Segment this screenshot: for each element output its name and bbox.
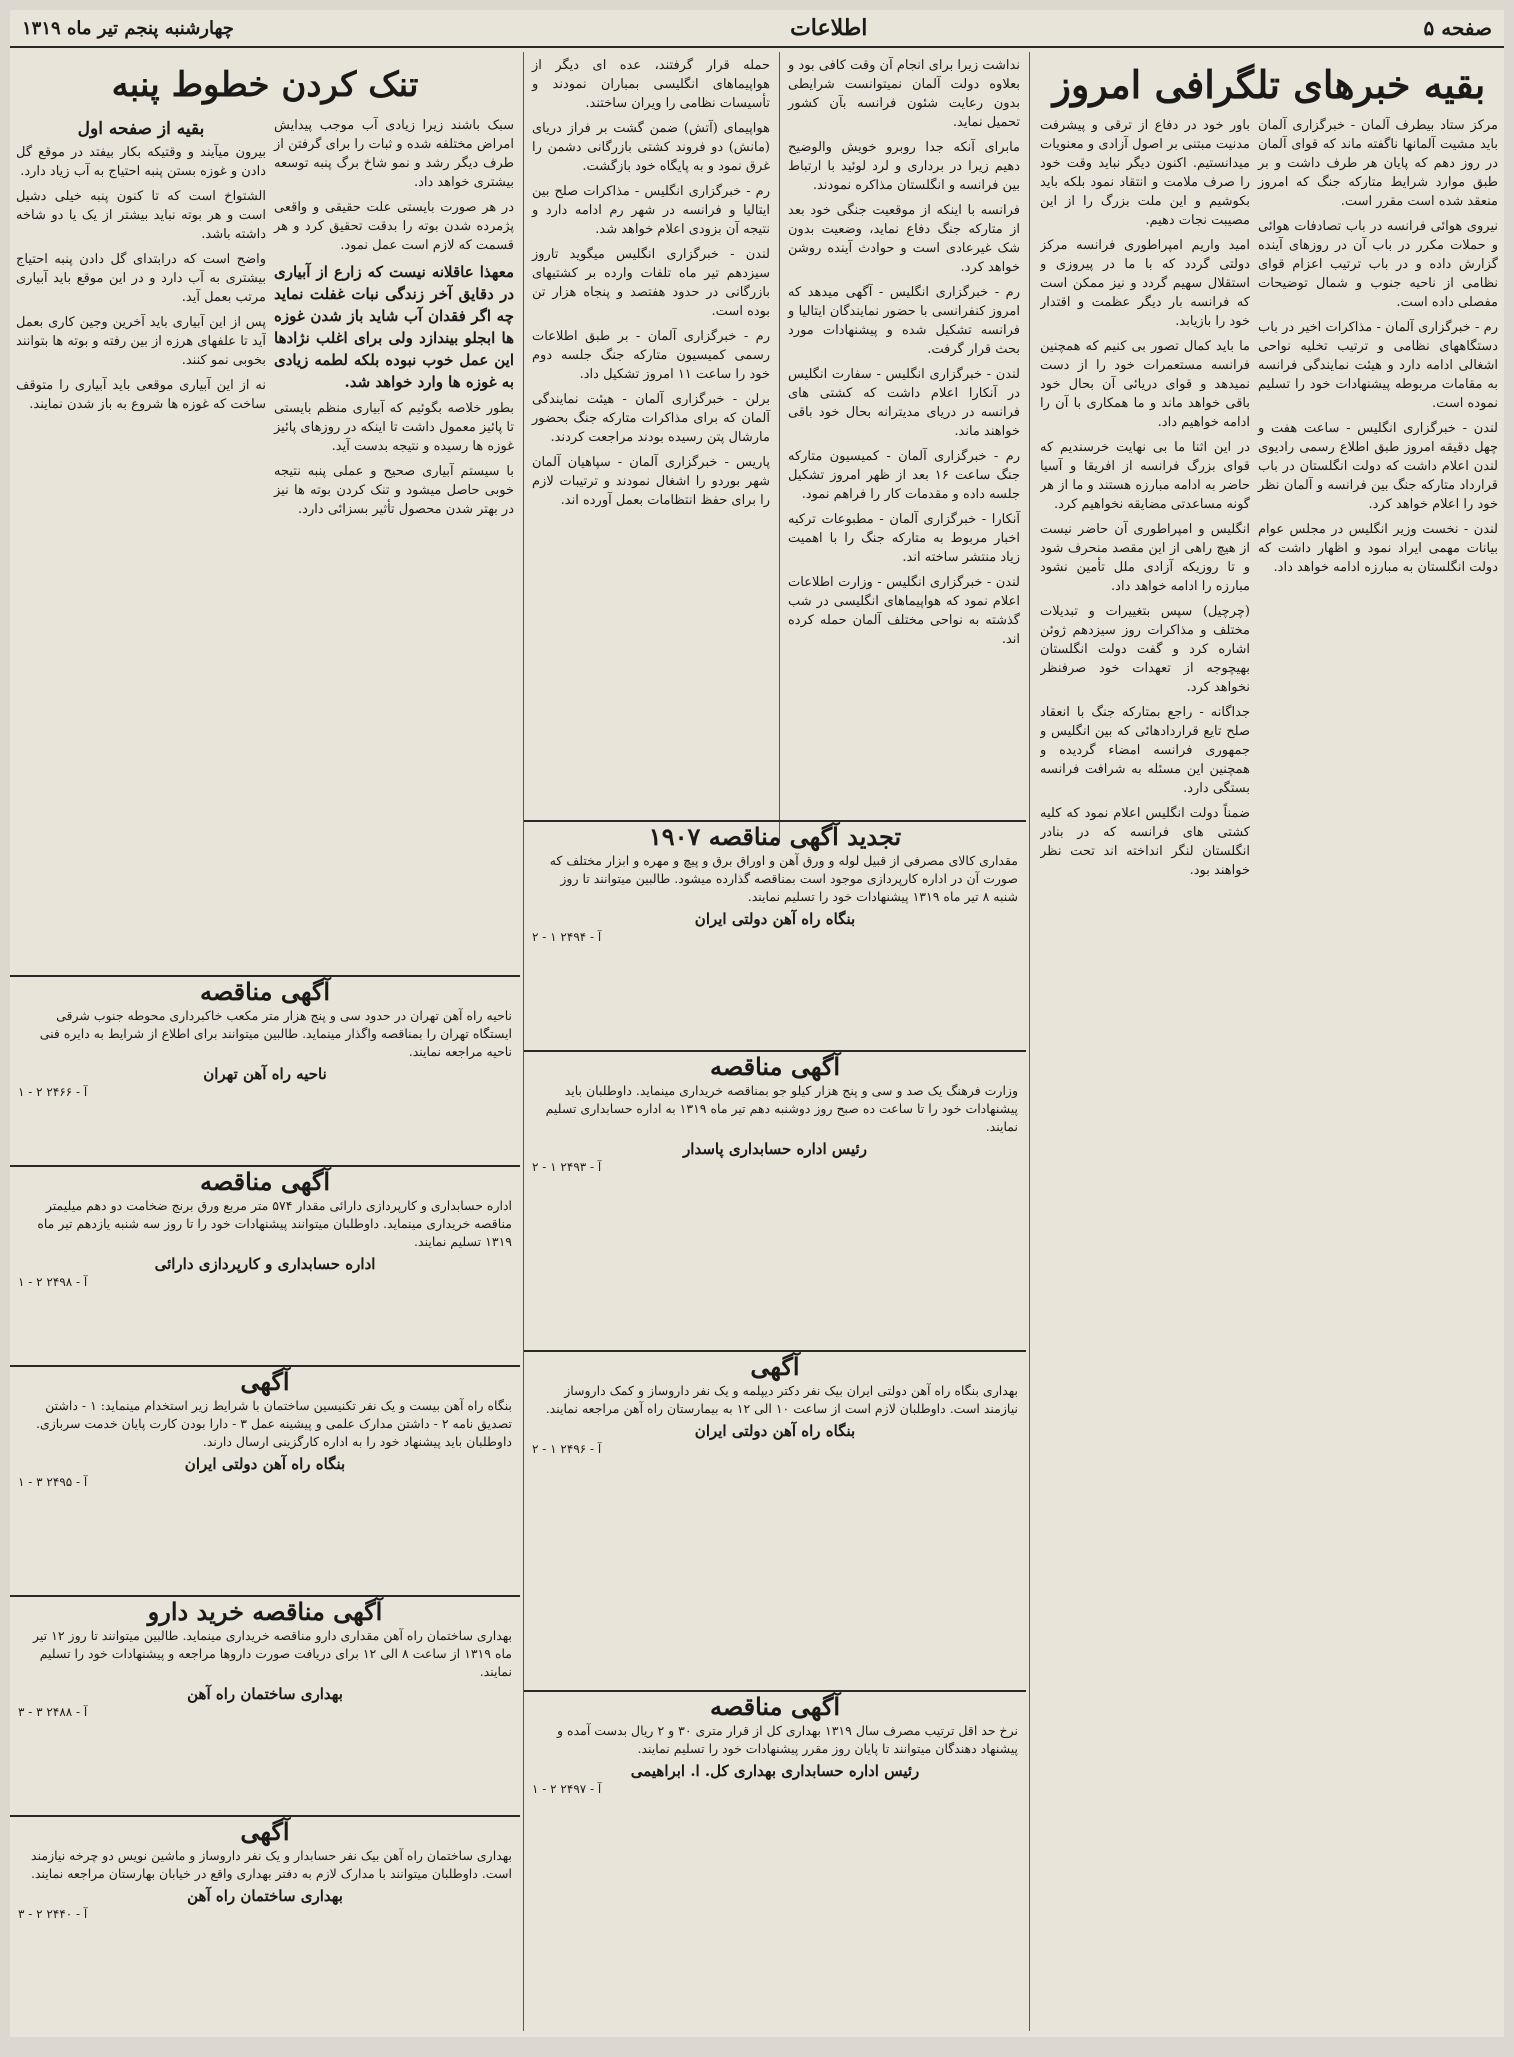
ad-body: بهداری ساختمان راه آهن بیک نفر حسابدار و یک نفر داروساز و ماشین نویس دو چرخه نیازمند است. داوطلبان میتوانند با مدارک لازم به دفتر بهداری واقع در خیابان بهارستان مراجعه نمایند. xyxy=(30,1848,512,1881)
article-paragraph: نه از این آبیاری موقعی باید آبیاری را متوقف ساخت که غوزه ها شروع به باز شدن نمایند. xyxy=(16,378,266,412)
ad-body: اداره حسابداری و کارپردازی دارائی مقدار ۵۷۴ متر مربع ورق برنج ضخامت دو دهم میلیمتر مناقصه خریداری مینماید. داوطلبان میتوانند پیشنهادات خود را تا روز سه شنبه یازدهم تیر ماه ۱۳۱۹ تسلیم نمایند. xyxy=(37,1198,512,1249)
news-paragraph: لندن - خبرگزاری انگلیس میگوید تاروز سیزدهم تیر ماه تلفات وارده بر کشتیهای بازرگانی در حدود هفتصد و پنجاه هزار تن بوده است. xyxy=(532,247,770,319)
column-news-3 xyxy=(782,52,1026,842)
article-paragraph: بطور خلاصه بگوئیم که آبیاری منظم بایستی تا پائیز معمول داشت تا اینکه در روزهای پائیز غوزه ها رسیده و نتیجه بدست آید. xyxy=(274,401,514,454)
newspaper-page xyxy=(10,10,1504,2037)
ad-body: نرخ حد اقل ترتیب مصرف سال ۱۳۱۹ بهداری کل از قرار متری ۳۰ و ۲ ریال بدست آمده و پیشنهاد دهندگان میتوانند تا پایان روز مقرر پیشنهادات خود را تسلیم نمایند. xyxy=(557,1723,1018,1756)
ad-signature: رئیس اداره حسابداری پاسدار xyxy=(683,1140,867,1158)
ad-hiring-technicians xyxy=(10,1365,520,1595)
continued-from-label: بقیه از صفحه اول xyxy=(77,119,205,139)
article-paragraph: پس از این آبیاری باید آخرین وجین کاری بعمل آید تا علفهای هرزه از بین رفته و بوته ها بتوانند بخوبی نمو کنند. xyxy=(16,315,266,368)
ad-signature: اداره حسابداری و کارپردازی دارائی xyxy=(154,1255,376,1273)
ad-reference: آ - ۲۴۴۰ ۲ - ۳ xyxy=(18,1907,88,1921)
ad-reference: آ - ۲۴۸۸ ۳ - ۳ xyxy=(18,1705,88,1719)
ad-body: وزارت فرهنگ یک صد و سی و پنج هزار کیلو جو بمناقصه خریداری مینماید. داوطلبان باید پیشنهادات خود را تا ساعت ده صبح روز دوشنبه دهم تیر ماه ۱۳۱۹ به اداره حسابداری تسلیم نمایند. xyxy=(545,1083,1018,1134)
news-paragraph: در این اثنا ما بی نهایت خرسندیم که قوای بزرگ فرانسه از افریقا و آسیا حاضر به ادامه مبارزه هستند و ما از هر گونه مساعدتی مضایقه نخواهیم کرد. xyxy=(1040,440,1250,512)
page-number: صفحه ۵ xyxy=(1423,16,1492,40)
news-paragraph: حمله قرار گرفتند، عده ای دیگر از هواپیماهای انگلیسی بمباران نمودند و تأسیسات نظامی را ویران ساختند. xyxy=(532,58,770,111)
ad-body: بهداری بنگاه راه آهن دولتی ایران بیک نفر دکتر دیپلمه و یک نفر داروساز و کمک داروساز نیازمند است. داوطلبان لازم است از ساعت ۱۰ الی ۱۲ به بیمارستان راه آهن مراجعه نمایند. xyxy=(545,1383,1018,1416)
cotton-block-right xyxy=(266,116,514,525)
article-paragraph: با سیستم آبیاری صحیح و عملی پنبه نتیجه خوبی حاصل میشود و تنک کردن بوته ها نیز در بهتر شدن محصول تأثیر بسزائی دارد. xyxy=(274,464,514,517)
ad-title: آگهی مناقصه xyxy=(709,1692,841,1721)
ad-title: آگهی مناقصه xyxy=(199,977,331,1006)
news-paragraph: مرکز ستاد بیطرف آلمان - خبرگزاری آلمان باید مشیت آلمانها ناگفته ماند که قوای آلمان در روز دهم که پایان هر طرف داشت و بر طبق موارد شرایط متارکه جنگ که امروز منعقد شده است مقرر است. xyxy=(1258,118,1498,209)
news-paragraph: لندن - نخست وزیر انگلیس در مجلس عوام بیانات مهمی ایراد نمود و اظهار داشت که دولت انگلستان به مبارزه ادامه خواهد داد. xyxy=(1258,522,1498,575)
ad-renewed-tender xyxy=(524,820,1026,1050)
news-paragraph: رم - خبرگزاری آلمان - کمیسیون متارکه جنگ ساعت ۱۶ بعد از ظهر امروز تشکیل جلسه داده و مقدمات کار را فراهم نمود. xyxy=(788,449,1020,502)
news-block-left xyxy=(1040,116,1250,886)
ad-title: آگهی مناقصه خرید دارو xyxy=(147,1597,383,1626)
ad-tender-finance xyxy=(10,1165,520,1365)
column-news-4 xyxy=(526,52,776,842)
ad-tender-culture-ministry xyxy=(524,1050,1026,1350)
news-paragraph: امید واریم امپراطوری فرانسه مرکز دولتی گردد که با ما در پیروزی و استقلال سهیم گردد و نیز ممکن است که فرانسه بار دیگر عظمت و اقتدار خود را بازیابد. xyxy=(1040,238,1250,329)
ad-reference: آ - ۲۴۹۸ ۲ - ۱ xyxy=(18,1275,88,1289)
column-cotton-article xyxy=(10,52,520,957)
ad-body: ناحیه راه آهن تهران در حدود سی و پنج هزار متر مکعب خاکبرداری محوطه جنوب شرقی ایستگاه تهران را بمناقصه واگذار مینماید. طالبین میتوانند برای اطلاع از شرایط به دایره فنی ناحیه مراجعه نمایند. xyxy=(39,1008,512,1059)
article-paragraph: الشتواخ است که تا کنون پنبه خیلی دشیل است و هر بوته نباید بیشتر از یک یا دو شاخه داشته باشد. xyxy=(16,189,266,242)
column-telegraph-news xyxy=(1034,52,1504,2031)
news-paragraph: نداشت زیرا برای انجام آن وقت کافی بود و بعلاوه دولت آلمان نمیتوانست شرایطی بدون رعایت شئون فرانسه بآن کشور تحمیل نماید. xyxy=(788,58,1020,130)
news-paragraph: مابرای آنکه جدا روبرو خویش والوضیح دهیم زیرا در برداری و لرد لوئید با ارتباط بین فرانسه و انگلستان مذاکره نمودند. xyxy=(788,140,1020,193)
cotton-headline: تنک کردن خطوط پنبه xyxy=(111,65,419,105)
paper-name: اطلاعات xyxy=(790,15,868,41)
ad-reference: آ - ۲۴۹۴ ۱ - ۲ xyxy=(532,930,602,944)
ad-title: آگهی مناقصه xyxy=(709,1052,841,1081)
ad-reference: آ - ۲۴۶۶ ۲ - ۱ xyxy=(18,1085,88,1099)
ad-title: آگهی xyxy=(240,1367,290,1396)
news-paragraph: هواپیمای (آتش) ضمن گشت بر فراز دریای (مانش) دو فروند کشتی بازرگانی دشمن را غرق نمود و به پایگاه خود بازگشت. xyxy=(532,121,770,174)
article-paragraph: در هر صورت بایستی علت حقیقی و واقعی پژمرده شدن بوته را بدقت تحقیق کرد و هر قسمت که لازم است عمل نمود. xyxy=(274,200,514,253)
ad-hiring-doctor xyxy=(524,1350,1026,1690)
article-paragraph: سبک باشند زیرا زیادی آب موجب پیدایش امراض مختلفه شده و ثبات را برای گرفتن از طرف دیگر رشد و نمو شاخ برگ پنبه توسعه بیشتری خواهد داد. xyxy=(274,118,514,190)
masthead xyxy=(10,10,1504,48)
issue-date: چهارشنبه پنجم تیر ماه ۱۳۱۹ xyxy=(22,17,234,39)
news-paragraph: ضمناً دولت انگلیس اعلام نمود که کلیه کشتی های فرانسه که در بنادر انگلستان لنگر انداخته اند تحت نظر خواهند بود. xyxy=(1040,806,1250,878)
news-block-right xyxy=(1250,116,1498,583)
news-paragraph: رم - خبرگزاری انگلیس - مذاکرات صلح بین ایتالیا و فرانسه در شهر رم ادامه دارد و نتیجه آن بزودی اعلام خواهد شد. xyxy=(532,184,770,237)
news-paragraph: انگلیس و امپراطوری آن حاضر نیست از هیچ راهی از این مقصد منحرف شود و تا روزیکه آزادی ملل تأمین نشود مبارزه را ادامه خواهد داد. xyxy=(1040,522,1250,594)
ad-reference: آ - ۲۴۹۶ ۱ - ۲ xyxy=(532,1442,602,1456)
column-rule xyxy=(779,52,780,842)
news-paragraph: لندن - خبرگزاری انگلیس - وزارت اطلاعات اعلام نمود که هواپیماهای انگلیسی در شب گذشته به نواحی مختلف آلمان حمله کرده اند. xyxy=(788,575,1020,647)
ad-tender-medicine xyxy=(10,1595,520,1815)
ad-title: آگهی xyxy=(240,1817,290,1846)
ad-reference: آ - ۲۴۹۳ ۱ - ۲ xyxy=(532,1160,602,1174)
news-paragraph: پاریس - خبرگزاری آلمان - سپاهیان آلمان شهر بوردو را اشغال نمودند و ترتیبات لازم را برای حفظ انتظامات بعمل آورده اند. xyxy=(532,455,770,508)
article-paragraph: بیرون میآیند و وقتیکه بکار بیفتد در موقع گل دادن و غوزه بستن پنبه احتیاج به آب زیاد دارد. xyxy=(16,145,266,179)
ad-signature: بهداری ساختمان راه آهن xyxy=(187,1887,343,1905)
ad-signature: رئیس اداره حسابداری بهداری کل. ا. ابراهیمی xyxy=(630,1762,920,1780)
ad-tender-tehran-railway xyxy=(10,975,520,1165)
cotton-block-left xyxy=(16,116,266,420)
ad-title: آگهی xyxy=(750,1352,800,1381)
column-rule xyxy=(1029,52,1030,2031)
ad-title: آگهی مناقصه xyxy=(199,1167,331,1196)
news-paragraph: رم - خبرگزاری آلمان - مذاکرات اخیر در باب دستگاههای نظامی و ترتیب تخلیه نواحی اشغالی ادامه دارد و هیئت نمایندگی فرانسه به مقامات مربوطه پیشنهادات خود را تسلیم نموده است. xyxy=(1258,320,1498,411)
ad-title: تجدید آگهی مناقصه ۱۹۰۷ xyxy=(648,822,902,851)
ad-signature: بهداری ساختمان راه آهن xyxy=(187,1685,343,1703)
ad-health-staff xyxy=(10,1815,520,2031)
ad-signature: بنگاه راه آهن دولتی ایران xyxy=(694,910,856,928)
ad-body: بنگاه راه آهن بیست و یک نفر تکنیسین ساختمان با شرایط زیر استخدام مینماید: ۱ - داشتن تصدیق نامه ۲ - داشتن مدارک علمی و پیشینه عمل ۳ - دارا بودن کارت پایان خدمت سربازی. داوطلبان باید پیشنهاد خود را به اداره کارگزینی ارسال دارند. xyxy=(36,1398,512,1449)
news-paragraph: نیروی هوائی فرانسه در باب تصادفات هوائی و حملات مکرر در باب آن در روزهای آینده گزارش داده و در باب ترتیب اعزام قوای نظامی از ناحیه جنوب و شمال توضیحات مفصلی داده است. xyxy=(1258,219,1498,310)
main-headline: بقیه خبرهای تلگرافی امروز xyxy=(1052,62,1486,107)
ad-tender-health-dept xyxy=(524,1690,1026,2031)
article-paragraph: واضح است که درابتدای گل دادن پنبه احتیاج بیشتری به آب دارد و در این موقع باید آبیاری مرتب بعمل آید. xyxy=(16,252,266,305)
news-paragraph: لندن - خبرگزاری انگلیس - سفارت انگلیس در آنکارا اعلام داشت که کشتی های فرانسه در دریای مدیترانه بحال خود باقی خواهند ماند. xyxy=(788,367,1020,439)
ad-body: مقداری کالای مصرفی از قبیل لوله و ورق آهن و اوراق برق و پیچ و مهره و ابزار مختلف که صورت آن در اداره کارپردازی موجود است بمناقصه گذارده میشود. طالبین میتوانند تا روز شنبه ۸ تیر ماه ۱۳۱۹ پیشنهادات خود را تسلیم نمایند. xyxy=(549,853,1018,904)
news-paragraph: آنکارا - خبرگزاری آلمان - مطبوعات ترکیه اخبار مربوط به متارکه جنگ را با اهمیت زیاد منتشر ساخته اند. xyxy=(788,512,1020,565)
news-paragraph: باور خود در دفاع از ترقی و پیشرفت مدنیت مبتنی بر اصول آزادی و معنویات میدانستیم. اکنون دیگر نباید وقت خود را صرف ملامت و انتقاد نمود بلکه باید بکوشیم و این ملت بزرگ را از این مصیبت نجات دهیم. xyxy=(1040,118,1250,228)
ad-signature: بنگاه راه آهن دولتی ایران xyxy=(694,1422,856,1440)
news-paragraph: جداگانه - راجع بمتارکه جنگ با انعقاد صلح تایع قراردادهائی که بین انگلیس و جمهوری فرانسه امضاء گردیده و همچنین این مسئله به شرافت فرانسه بستگی دارد. xyxy=(1040,705,1250,796)
news-paragraph: (چرچیل) سپس بتغییرات و تبدیلات مختلف و مذاکرات روز سیزدهم ژوئن اشاره کرد و گفت دولت انگلستان بهیچوجه از تعهدات خود صرفنظر نخواهد کرد. xyxy=(1040,604,1250,695)
ad-body: بهداری ساختمان راه آهن مقداری دارو مناقصه خریداری مینماید. طالبین میتوانند تا روز ۱۲ تیر ماه ۱۳۱۹ از ساعت ۸ الی ۱۲ برای دریافت صورت داروها مراجعه و پیشنهادات خود را تسلیم نمایند. xyxy=(33,1628,512,1679)
article-bold-paragraph: معهذا عاقلانه نیست که زارع از آبیاری در دقایق آخر زندگی نبات غفلت نماید چه اگر فقدان آب شاید باز شدن غوزه ها ابجلو بیندازد ولی برای اغلب نژادها این عمل خوب نبوده بلکه لطمه زیادی به غوزه ها وارد خواهد شد. xyxy=(274,263,514,391)
news-paragraph: ما باید کمال تصور بی کنیم که همچنین فرانسه مستعمرات خود را از دست نمیدهد و قوای دریائی آن بحال خود باقی خواهد ماند و ما همکاری با آن را ادامه خواهیم داد. xyxy=(1040,339,1250,430)
news-paragraph: برلن - خبرگزاری آلمان - هیئت نمایندگی آلمان که برای مذاکرات متارکه جنگ بحضور مارشال پتن رسیده بودند مراجعت کردند. xyxy=(532,392,770,445)
news-paragraph: لندن - خبرگزاری انگلیس - ساعت هفت و چهل دقیقه امروز طبق اطلاع رسمی رادیوی لندن اعلام داشت که دولت انگلستان در باب قرارداد متارکه جنگ بین فرانسه و آلمان نظر خود را اعلام خواهد کرد. xyxy=(1258,421,1498,512)
ad-signature: بنگاه راه آهن دولتی ایران xyxy=(184,1455,346,1473)
news-paragraph: رم - خبرگزاری انگلیس - آگهی میدهد که امروز کنفرانسی با حضور نمایندگان ایتالیا و فرانسه تشکیل شده و پیشنهادات مورد بحث قرار گرفت. xyxy=(788,285,1020,357)
ad-signature: ناحیه راه آهن تهران xyxy=(203,1065,327,1083)
news-paragraph: رم - خبرگزاری آلمان - بر طبق اطلاعات رسمی کمیسیون متارکه جنگ جلسه دوم خود را ساعت ۱۱ امروز تشکیل داد. xyxy=(532,329,770,382)
ad-reference: آ - ۲۴۹۵ ۳ - ۱ xyxy=(18,1475,88,1489)
ad-reference: آ - ۲۴۹۷ ۲ - ۱ xyxy=(532,1782,602,1796)
news-paragraph: فرانسه با اینکه از موقعیت جنگی خود بعد از متارکه جنگ دفاع نماید، وضعیت بدون شک غیرعادی است و حوادث آینده روشن خواهد کرد. xyxy=(788,203,1020,275)
